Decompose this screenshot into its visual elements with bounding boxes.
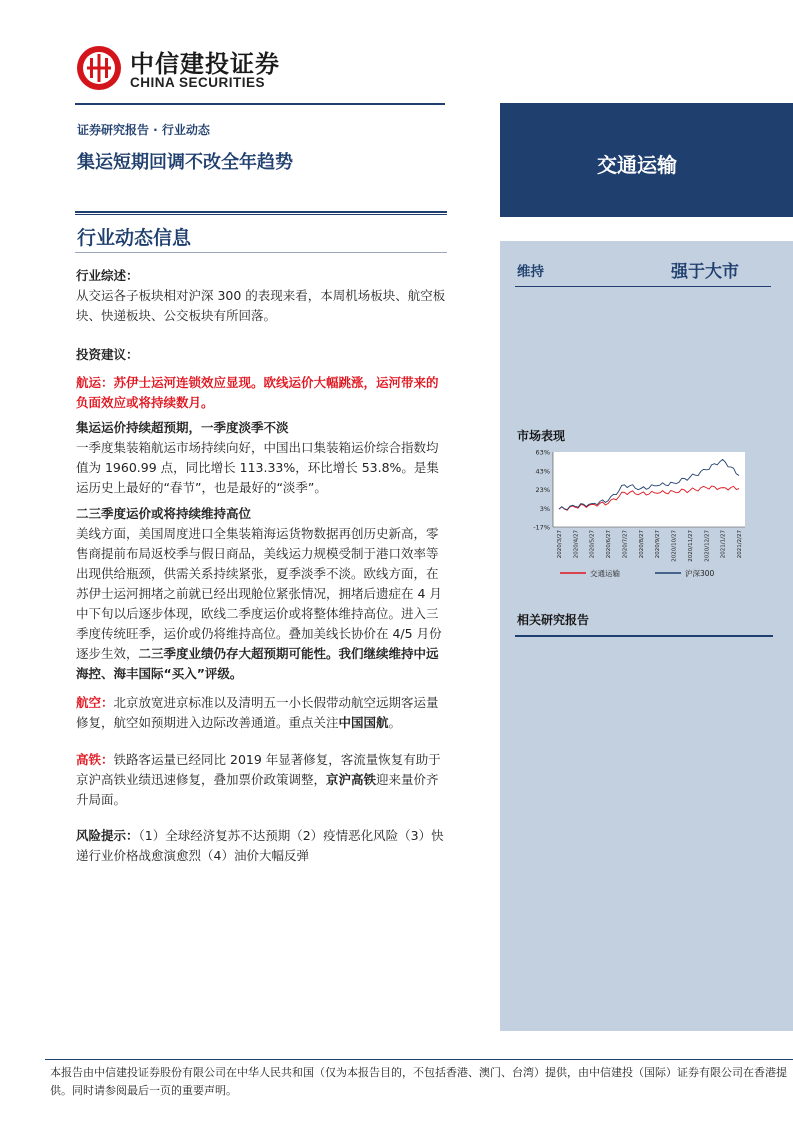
industry-name: 交通运输: [597, 153, 677, 177]
x-tick-label: 2020/9/27: [655, 530, 662, 559]
shipping-sub2-paragraph: [76, 524, 448, 684]
y-tick-label: 23%: [535, 486, 550, 494]
risk-block: [76, 826, 448, 866]
y-tick-label: -17%: [533, 523, 550, 532]
advice-heading: 投资建议：: [76, 347, 139, 362]
rail-label: 高铁：: [76, 752, 114, 767]
aviation-block: [76, 693, 448, 733]
aviation-text: 北京放宽进京标准以及清明五一小长假带动航空远期客运量修复，航空如预期进入边际改善通道。重点关注: [76, 695, 439, 730]
rail-end: 迎来量价齐升局面。: [76, 772, 439, 807]
section-title: 行业动态信息: [77, 227, 192, 249]
shipping-lead: 航运：苏伊士运河连锁效应显现。欧线运价大幅跳涨，运河带来的负面效应或将持续数月。: [76, 375, 439, 410]
header-divider: [75, 103, 445, 105]
shipping-sub1: [76, 418, 448, 498]
x-tick-label: 2020/7/27: [622, 530, 629, 559]
shipping-sub2-bold: 二三季度业绩仍存大超预期可能性。我们继续维持中远海控、海丰国际“买入”评级。: [76, 646, 439, 681]
y-tick-label: 63%: [535, 448, 550, 457]
china-securities-logo-icon: [75, 44, 123, 92]
footer-divider: [45, 1059, 793, 1060]
shipping-sub1-text: 一季度集装箱航运市场持续向好，中国出口集装箱运价综合指数均值为 1960.99 点，同比增长 113.33%，环比增长 53.8%。是集运历史上最好的“春节”，也是最好的“淡季”。: [76, 440, 439, 495]
y-tick-label: 43%: [535, 467, 550, 476]
rating-divider: [515, 286, 771, 287]
section-divider: [75, 252, 447, 253]
related-reports-title: 相关研究报告: [517, 613, 590, 627]
shipping-sub2-text: 美线方面，美国周度进口全集装箱海运货物数据再创历史新高，零售商提前布局返校季与假日商品，美线运力规模受制于港口效率等出现供给瓶颈，供需关系持续紧张，夏季淡季不淡。欧线方面，在苏伊士运河拥堵之前就已经出现舱位紧张情况，拥堵后遗症在 4 月中下旬以后逐步体现，欧线二季度运价或将整体维持高位。进入三季度传统旺季，运价或仍将维持高位。叠加美线长协价在 4/5 月份逐步生效，: [76, 526, 442, 661]
chart-plot-area: [553, 452, 745, 527]
brand-name-cn: 中信建投证券: [130, 50, 280, 78]
overview-text: 从交运各子板块相对沪深 300 的表现来看，本周机场板块、航空板块、快递板块、公交板块有所回落。: [76, 288, 446, 323]
shipping-sub1-title: 集运运价持续超预期，一季度淡季不淡: [76, 420, 289, 435]
x-tick-label: 2021/1/27: [720, 530, 727, 559]
brand-name-en: CHINA SECURITIES: [130, 75, 266, 90]
report-type: 证券研究报告 · 行业动态: [77, 123, 210, 137]
overview-heading: 行业综述：: [76, 268, 139, 283]
x-tick-label: 2020/8/27: [638, 530, 645, 559]
shipping-sub2-title: 二三季度运价或将持续维持高位: [76, 506, 252, 521]
rail-highlight: 京沪高铁: [326, 772, 377, 787]
shipping-sub2: [76, 504, 448, 684]
x-tick-label: 2020/12/27: [704, 530, 711, 562]
x-tick-label: 2020/5/27: [589, 530, 596, 559]
legend-label: 沪深300: [685, 569, 715, 578]
aviation-label: 航空：: [76, 695, 114, 710]
disclaimer: 本报告由中信建投证券股份有限公司在中华人民共和国（仅为本报告目的，不包括香港、澳门、台湾）提供，由中信建投（国际）证券有限公司在香港提供。同时请参阅最后一页的重要声明。: [50, 1066, 787, 1097]
x-tick-label: 2021/2/27: [737, 530, 743, 559]
risk-text: （1）全球经济复苏不达预期（2）疫情恶化风险（3）快递行业价格战愈演愈烈（4）油价大幅反弹: [76, 828, 444, 863]
title-divider-thin: [75, 214, 447, 215]
market-performance-chart: [515, 447, 775, 587]
x-tick-label: 2020/3/27: [557, 530, 563, 559]
rating-value: 强于大市: [671, 262, 739, 282]
x-tick-label: 2020/10/27: [671, 530, 678, 562]
rail-text: 铁路客运量已经同比 2019 年显著修复，客流量恢复有助于京沪高铁业绩迅速修复，叠加票价政策调整，: [76, 752, 441, 787]
market-performance-title: 市场表现: [517, 429, 566, 443]
aviation-end: 。: [388, 715, 402, 730]
x-tick-label: 2020/6/27: [606, 530, 613, 559]
related-reports-divider: [515, 635, 773, 637]
report-title: 集运短期回调不改全年趋势: [77, 152, 293, 173]
x-tick-label: 2020/11/27: [687, 530, 694, 562]
rating-action: 维持: [517, 264, 544, 280]
risk-label: 风险提示：: [76, 828, 139, 843]
x-tick-label: 2020/4/27: [573, 530, 580, 559]
legend-label: 交通运输: [590, 569, 620, 578]
overview-block: [76, 266, 448, 326]
y-tick-label: 3%: [539, 504, 550, 513]
aviation-highlight: 中国国航: [338, 715, 389, 730]
rail-block: [76, 750, 448, 810]
title-divider: [75, 211, 447, 213]
